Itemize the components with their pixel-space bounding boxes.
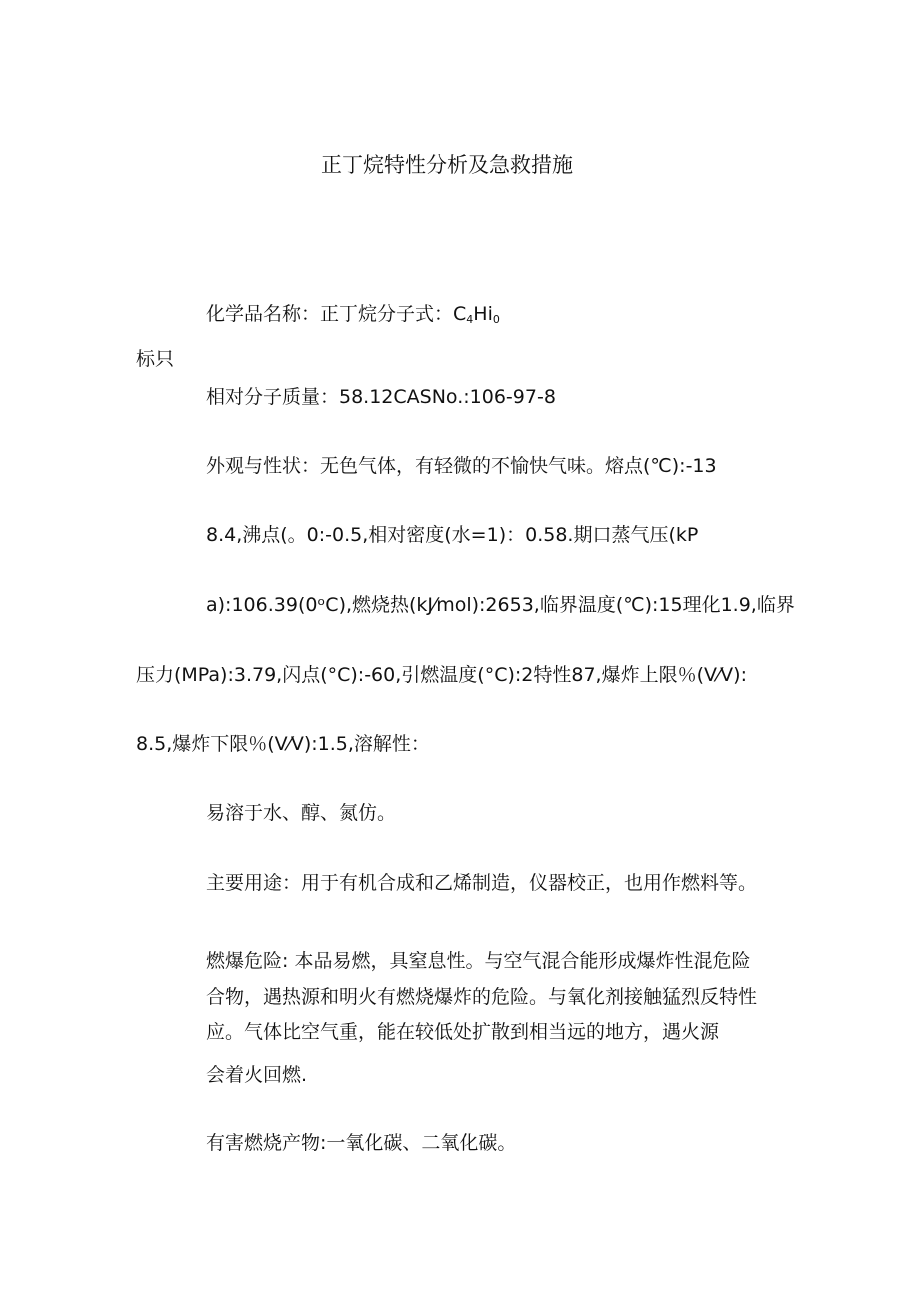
line-combustion-products: 有害燃烧产物:一氧化碳、二氧化碳。 <box>206 1132 517 1154</box>
formula-hi-text: Hi <box>473 303 493 325</box>
line-molecular-mass: 相对分子质量：58.12CASNo.:106-97-8 <box>206 386 556 408</box>
formula-subscript-0: 0 <box>492 313 500 326</box>
line-explosion-lower: 8.5,爆炸下限％(V⁄V):1.5,溶解性： <box>136 733 430 755</box>
line-hazard-2: 合物，遇热源和明火有燃烧爆炸的危险。与氧化剂接触猛烈反特性 <box>206 986 758 1008</box>
document-title: 正丁烷特性分析及急救措施 <box>321 153 573 177</box>
line-solubility: 易溶于水、醇、氮仿。 <box>206 802 397 824</box>
line-combustion-heat: a):106.39(0ᵒC),燃烧热(kJ⁄mol):2653,临界温度(℃):15理化1.9,临界 <box>206 594 795 616</box>
line-critical-pressure: 压力(MPa):3.79,闪点(°C):-60,引燃温度(°C):2特性87,爆炸上限％(V⁄V): <box>136 664 747 686</box>
line-hazard-1: 燃爆危险: 本品易燃，具窒息性。与空气混合能形成爆炸性混危险 <box>206 950 751 972</box>
line-boiling-point: 8.4,沸点(。0:-0.5,相对密度(水=1)：0.58.期口蒸气压(kP <box>206 524 699 546</box>
line-hazard-4: 会着火回燃. <box>206 1064 308 1086</box>
line-appearance: 外观与性状：无色气体，有轻微的不愉快气味。熔点(℃):-13 <box>206 455 717 477</box>
section-label-identification: 标只 <box>136 348 175 370</box>
chemical-name-text: 化学品名称：正丁烷分子式：C <box>206 303 467 325</box>
line-hazard-3: 应。气体比空气重，能在较低处扩散到相当远的地方，遇火源 <box>206 1021 720 1043</box>
line-chemical-name <box>206 303 500 331</box>
line-main-use: 主要用途：用于有机合成和乙烯制造，仪器校正，也用作燃料等。 <box>206 872 758 894</box>
formula-subscript-4: 4 <box>466 313 474 326</box>
